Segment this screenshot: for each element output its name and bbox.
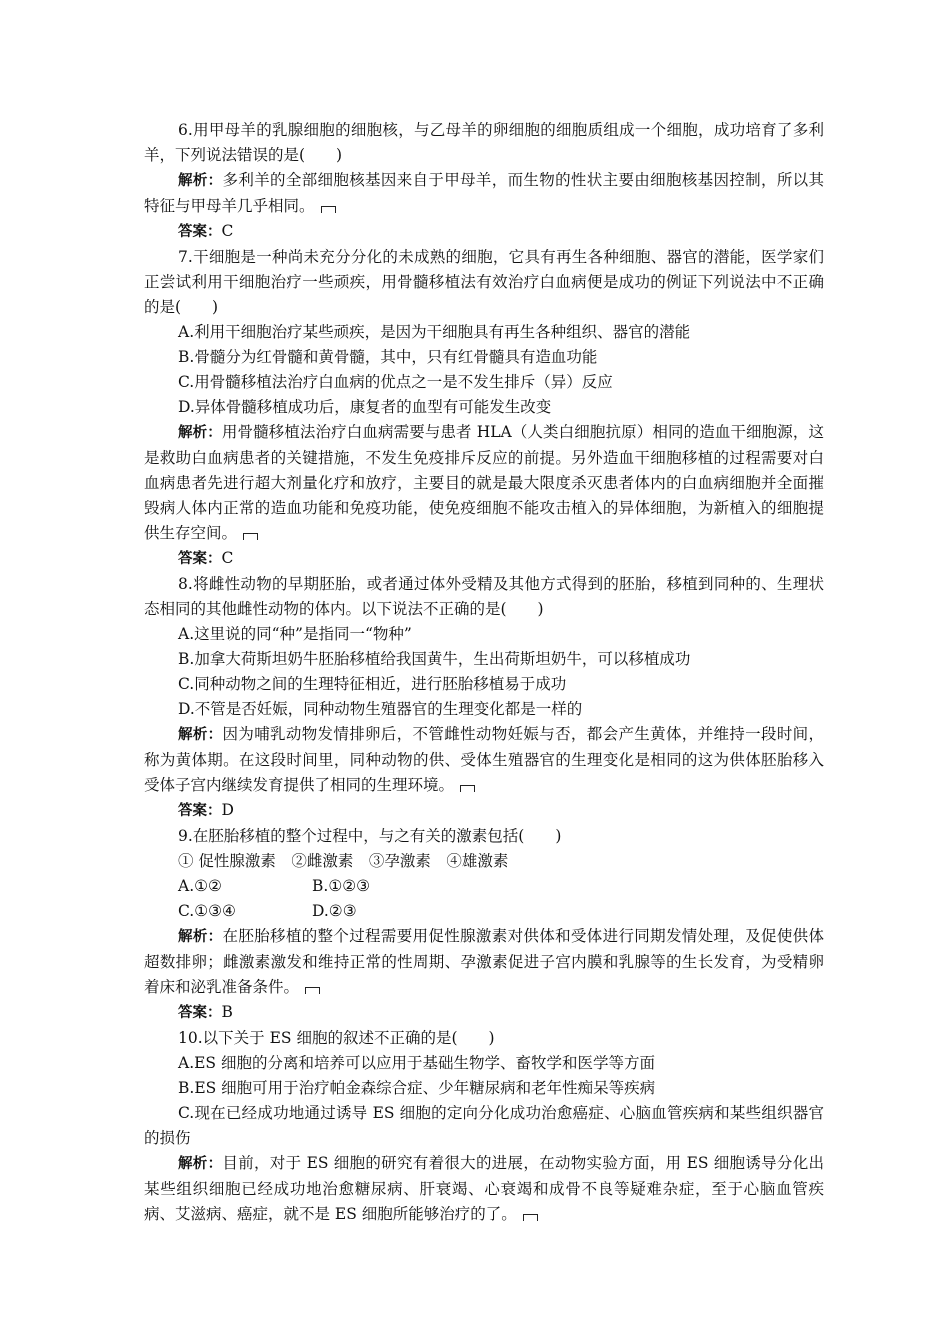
question-7-option-b: B.骨髓分为红骨髓和黄骨髓，其中，只有红骨髓具有造血功能: [178, 348, 598, 366]
question-9-option-b: B.①②③: [312, 877, 371, 895]
answer-label: 答案：: [178, 551, 222, 567]
question-9-stem: 9.在胚胎移植的整个过程中，与之有关的激素包括( ): [178, 827, 562, 845]
question-9-option-d: D.②③: [312, 902, 357, 920]
end-mark-icon: [523, 1214, 538, 1221]
question-10-stem: 10.以下关于 ES 细胞的叙述不正确的是( ): [178, 1029, 495, 1047]
question-7-option-d: D.异体骨髓移植成功后，康复者的血型有可能发生改变: [178, 398, 552, 416]
answer-value: C: [221, 549, 234, 567]
question-7-option-a: A.利用干细胞治疗某些顽疾，是因为干细胞具有再生各种组织、器官的潜能: [178, 323, 691, 341]
question-7-analysis: [144, 420, 824, 546]
answer-value: C: [221, 222, 234, 240]
document-page: [144, 118, 824, 1227]
question-10-option-a: A.ES 细胞的分离和培养可以应用于基础生物学、畜牧学和医学等方面: [178, 1054, 655, 1072]
answer-value: D: [221, 801, 234, 819]
question-9-option-a: A.①②: [178, 877, 222, 895]
question-9-analysis: [144, 924, 824, 1000]
question-9-answer: [144, 1000, 824, 1026]
analysis-label: 解析：: [178, 929, 223, 945]
question-7-answer: [144, 546, 824, 572]
analysis-label: 解析：: [178, 1156, 223, 1172]
question-10-analysis: [144, 1151, 824, 1227]
answer-label: 答案：: [178, 224, 222, 240]
question-8-stem: 8.将雌性动物的早期胚胎，或者通过体外受精及其他方式得到的胚胎，移植到同种的、生理状态相同的其他雌性动物的体内。以下说法不正确的是( ): [144, 575, 824, 618]
question-9-options-row-1: [144, 874, 824, 899]
question-6-analysis: [144, 168, 824, 219]
question-8-answer: [144, 798, 824, 824]
question-8-option-d: D.不管是否妊娠，同种动物生殖器官的生理变化都是一样的: [178, 700, 583, 718]
analysis-label: 解析：: [178, 173, 223, 189]
question-8-option-c: C.同种动物之间的生理特征相近，进行胚胎移植易于成功: [178, 675, 567, 693]
end-mark-icon: [460, 785, 475, 792]
analysis-text: 用骨髓移植法治疗白血病需要与患者 HLA（人类白细胞抗原）相同的造血干细胞源，这是救助白血病患者的关键措施，不发生免疫排斥反应的前提。另外造血干细胞移植的过程需要对白血病患者先进行超大剂量化疗和放疗，主要目的就是最大限度杀灭患者体内的白血病细胞并全面摧毁病人体内正常的造血功能和免疫功能，使免疫细胞不能攻击植入的异体细胞，为新植入的细胞提供生存空间。: [144, 423, 824, 542]
question-8-analysis: [144, 722, 824, 798]
analysis-text: 目前，对于 ES 细胞的研究有着很大的进展，在动物实验方面，用 ES 细胞诱导分化出某些组织细胞已经成功地治愈糖尿病、肝衰竭、心衰竭和成骨不良等疑难杂症，至于心脑血管疾病、艾滋病、癌症，就不是 ES 细胞所能够治疗的了。: [144, 1154, 825, 1223]
question-7-stem: 7.干细胞是一种尚未充分分化的未成熟的细胞，它具有再生各种细胞、器官的潜能，医学家们正尝试利用干细胞治疗一些顽疾，用骨髓移植法有效治疗白血病便是成功的例证下列说法中不正确的是( ): [144, 248, 824, 316]
question-7-option-c: C.用骨髓移植法治疗白血病的优点之一是不发生排斥（异）反应: [178, 373, 613, 391]
question-6-stem: 6.用甲母羊的乳腺细胞的细胞核，与乙母羊的卵细胞的细胞质组成一个细胞，成功培育了多利羊，下列说法错误的是( ): [144, 121, 824, 164]
answer-value: B: [221, 1003, 233, 1021]
end-mark-icon: [305, 987, 320, 994]
answer-label: 答案：: [178, 1005, 222, 1021]
end-mark-icon: [243, 533, 258, 540]
question-6-answer: [144, 219, 824, 245]
question-8-option-b: B.加拿大荷斯坦奶牛胚胎移植给我国黄牛，生出荷斯坦奶牛，可以移植成功: [178, 650, 691, 668]
question-8-option-a: A.这里说的同“种”是指同一“物种”: [178, 625, 412, 643]
question-9-option-c: C.①③④: [178, 902, 236, 920]
question-9-items: ① 促性腺激素 ②雌激素 ③孕激素 ④雄激素: [178, 852, 509, 870]
analysis-label: 解析：: [178, 425, 222, 441]
analysis-label: 解析：: [178, 727, 223, 743]
question-9-options-row-2: [144, 899, 824, 924]
question-10-option-c: C.现在已经成功地通过诱导 ES 细胞的定向分化成功治愈癌症、心脑血管疾病和某些组织器官的损伤: [144, 1104, 824, 1147]
answer-label: 答案：: [178, 803, 222, 819]
question-10-option-b: B.ES 细胞可用于治疗帕金森综合症、少年糖尿病和老年性痴呆等疾病: [178, 1079, 656, 1097]
analysis-text: 在胚胎移植的整个过程需要用促性腺激素对供体和受体进行同期发情处理，及促使供体超数排卵；雌激素激发和维持正常的性周期、孕激素促进子宫内膜和乳腺等的生长发育，为受精卵着床和泌乳准备条件。: [144, 927, 824, 996]
analysis-text: 因为哺乳动物发情排卵后，不管雌性动物妊娠与否，都会产生黄体，并维持一段时间，称为黄体期。在这段时间里，同种动物的供、受体生殖器官的生理变化是相同的这为供体胚胎移入受体子宫内继续发育提供了相同的生理环境。: [144, 725, 824, 794]
end-mark-icon: [321, 206, 336, 213]
analysis-text: 多利羊的全部细胞核基因来自于甲母羊，而生物的性状主要由细胞核基因控制，所以其特征与甲母羊几乎相同。: [144, 171, 824, 215]
